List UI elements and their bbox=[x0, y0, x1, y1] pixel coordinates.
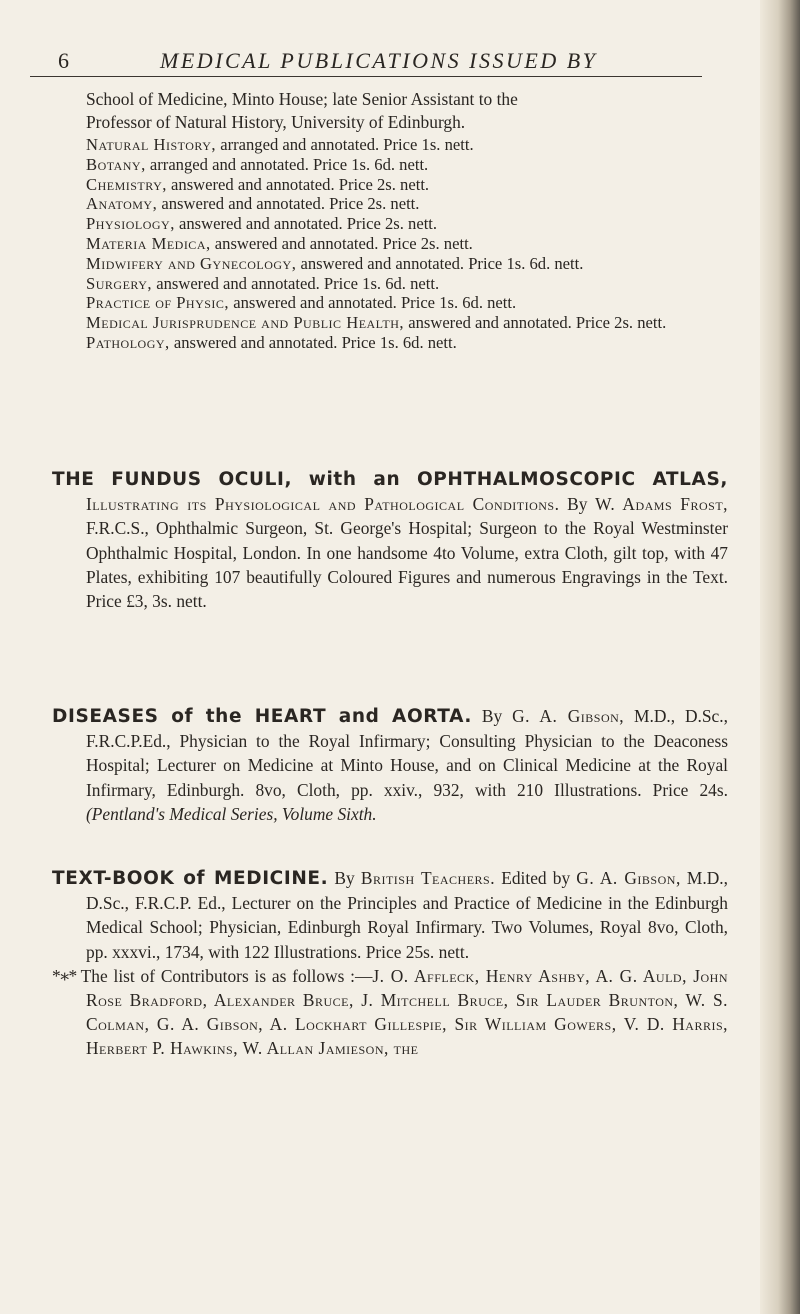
by-label: By bbox=[328, 868, 361, 888]
entry-fundus-oculi bbox=[52, 467, 728, 613]
list-item bbox=[86, 214, 726, 234]
list-item bbox=[86, 313, 726, 333]
list-item bbox=[86, 155, 726, 175]
subject-name: Natural History, bbox=[86, 135, 217, 154]
entry-text-book-medicine bbox=[52, 866, 728, 1061]
subject-details: answered and annotated. Price 2s. nett. bbox=[174, 214, 438, 234]
entry-paragraph bbox=[52, 866, 728, 964]
subject-details: answered and annotated. Price 2s. nett. bbox=[157, 194, 420, 214]
contributors-list: J. O. Affleck, Henry Ashby, A. G. Auld, John Rose Bradford, Alexander Bruce, J. Mitchell Bruce, Sir Lauder Brunton, W. S. Colman, G. A. Gibson, A. Lockhart Gillespie, Sir William Gowers, V. D. Harris, Herbert P. Hawkins, W. Allan Jamieson, the bbox=[86, 965, 728, 1059]
subject-details: answered and annotated. Price 2s. nett. bbox=[210, 233, 473, 253]
list-item bbox=[86, 135, 726, 155]
editor-name: G. A. Gibson, bbox=[576, 868, 681, 888]
list-item bbox=[86, 194, 726, 214]
subject-name: Botany, bbox=[86, 154, 146, 174]
entry-heading: THE FUNDUS OCULI, with an OPHTHALMOSCOPIC ATLAS, bbox=[52, 469, 728, 490]
page-number: 6 bbox=[58, 48, 69, 73]
list-item bbox=[86, 234, 726, 254]
subject-name: Practice of Physic, bbox=[86, 293, 230, 313]
subject-details: answered and annotated. Price 1s. 6d. nett. bbox=[296, 253, 584, 273]
entry-paragraph bbox=[52, 704, 728, 826]
list-item bbox=[86, 274, 726, 294]
intro-line-1: School of Medicine, Minto House; late Senior Assistant to the bbox=[86, 89, 518, 109]
header-rule bbox=[30, 76, 702, 77]
subject-details: answered and annotated. Price 1s. 6d. nett. bbox=[229, 293, 517, 313]
subject-details: answered and annotated. Price 1s. 6d. nett. bbox=[169, 332, 457, 352]
series-note: (Pentland's Medical Series, Volume Sixth. bbox=[86, 803, 377, 824]
entry-heart-aorta bbox=[52, 704, 728, 826]
entry-subtitle: Illustrating its Physiological and Pathological Conditions. bbox=[86, 494, 560, 515]
author-name: W. Adams Frost, bbox=[595, 494, 728, 515]
subject-name: Anatomy, bbox=[86, 194, 158, 214]
by-label: By bbox=[471, 706, 513, 726]
subject-details: arranged and annotated. Price 1s. 6d. nett. bbox=[145, 154, 429, 174]
subject-details: answered and annotated. Price 1s. 6d. nett. bbox=[152, 273, 440, 293]
list-item bbox=[86, 293, 726, 313]
subject-name: Surgery, bbox=[86, 273, 153, 293]
running-title: MEDICAL PUBLICATIONS ISSUED BY bbox=[160, 48, 598, 73]
list-item bbox=[86, 254, 726, 274]
contributors-paragraph bbox=[52, 964, 728, 1061]
subject-details: answered and annotated. Price 2s. nett. bbox=[166, 174, 430, 194]
list-item bbox=[86, 333, 726, 353]
entry-paragraph bbox=[52, 467, 728, 613]
contributors-intro: The list of Contributors is as follows :— bbox=[75, 965, 373, 986]
entry-body: F.R.C.S., Ophthalmic Surgeon, St. George's Hospital; Surgeon to the Royal Westminster Ophthalmic Hospital, London. In one handsome 4to Volume, extra Cloth, gilt top, with 47 Plates, exhibiting 107 beautifully Coloured Figures and numerous Engravings in the Text. Price £3, 3s. nett. bbox=[86, 518, 728, 612]
asterism-mark: *∗* bbox=[52, 965, 76, 986]
page-edge-shadow bbox=[760, 0, 800, 1314]
subject-name: Physiology, bbox=[86, 214, 175, 234]
intro-line-2: Professor of Natural History, University of Edinburgh. bbox=[86, 112, 466, 132]
by-label: By bbox=[559, 494, 596, 515]
author-name: British Teachers. bbox=[360, 868, 496, 888]
subject-details: arranged and annotated. Price 1s. nett. bbox=[216, 135, 474, 154]
subject-name: Chemistry, bbox=[86, 174, 167, 194]
subject-name: Midwifery and Gynecology, bbox=[86, 253, 297, 273]
author-name: G. A. Gibson, bbox=[512, 706, 625, 726]
subject-name: Medical Jurisprudence and Public Health, bbox=[86, 313, 405, 333]
entry-body: M.D., D.Sc., F.R.C.P.Ed., Physician to the Royal Infirmary; Consulting Physician to the Deaconess Hospital; Lecturer on Medicine at Minto House, and on Clinical Medicine at the Royal Infirmary, Edinburgh. 8vo, Cloth, pp. xxiv., 932, with 210 Illustrations. Price 24s. bbox=[86, 706, 728, 800]
entry-body: M.D., D.Sc., F.R.C.P. Ed., Lecturer on the Principles and Practice of Medicine in the Edinburgh Medical School; Physician, Edinburgh Royal Infirmary. Two Volumes, Royal 8vo, Cloth, pp. xxxvi., 1734, with 122 Illustrations. Price 25s. nett. bbox=[86, 868, 728, 962]
author-credentials bbox=[86, 88, 726, 134]
entry-heading: DISEASES of the HEART and AORTA. bbox=[52, 706, 472, 727]
list-item bbox=[86, 175, 726, 195]
subject-details: answered and annotated. Price 2s. nett. bbox=[404, 313, 667, 333]
subject-name: Materia Medica, bbox=[86, 233, 211, 253]
subject-list bbox=[86, 135, 726, 353]
edited-by-label: Edited by bbox=[495, 868, 577, 888]
subject-name: Pathology, bbox=[86, 332, 170, 352]
entry-heading: TEXT-BOOK of MEDICINE. bbox=[52, 868, 329, 889]
